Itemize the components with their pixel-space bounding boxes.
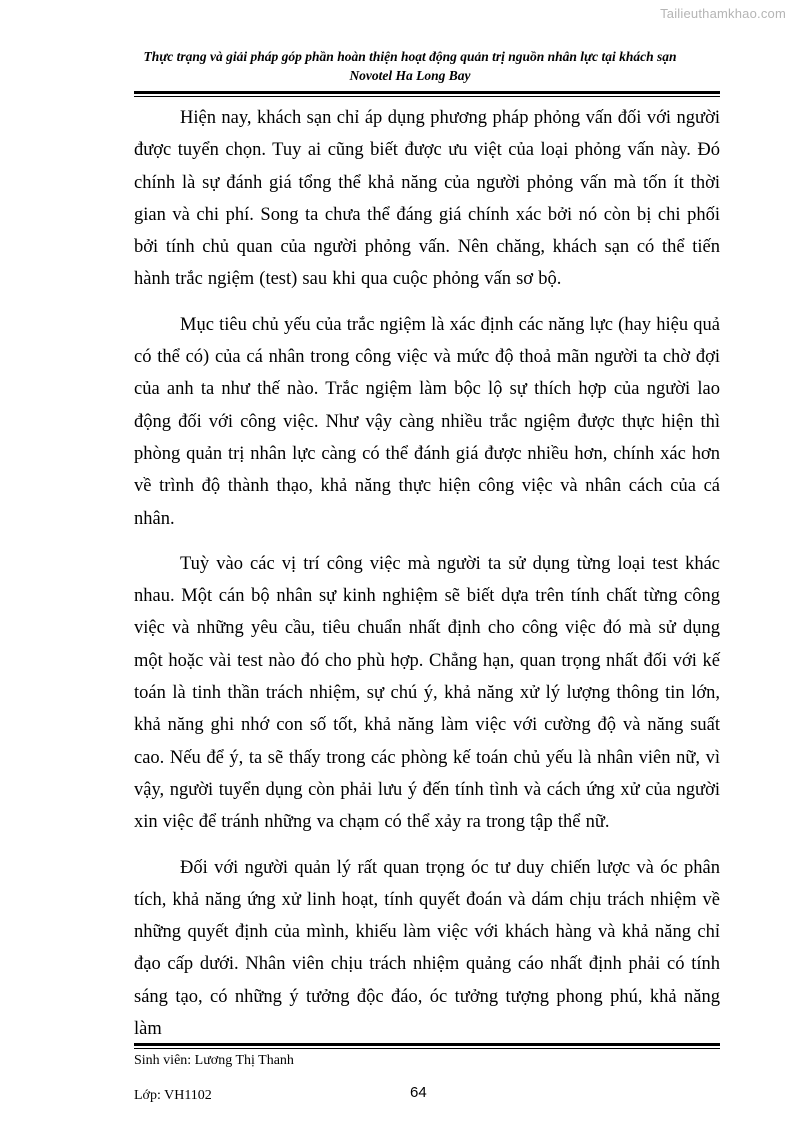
header-title-line1: Thực trạng và giải pháp góp phần hoàn thiện hoạt động quản trị nguồn nhân lực tại khách sạn	[143, 49, 677, 64]
paragraph: Tuỳ vào các vị trí công việc mà người ta sử dụng từng loại test khác nhau. Một cán bộ nhân sự kinh nghiệm sẽ biết dựa trên tính chất từng công việc và những yêu cầu, tiêu chuẩn nhất định cho công việc đó mà sử dụng một hoặc vài test nào đó cho phù hợp. Chẳng hạn, quan trọng nhất đối với kế toán là tinh thần trách nhiệm, sự chú ý, khả năng xử lý lượng thông tin lớn, khả năng ghi nhớ con số tốt, khả năng làm việc với cường độ và năng suất cao. Nếu để ý, ta sẽ thấy trong các phòng kế toán chủ yếu là nhân viên nữ, vì vậy, người tuyển dụng còn phải lưu ý đến tính tình và cách ứng xử của người xin việc để tránh những va chạm có thể xảy ra trong tập thể nữ.	[134, 553, 720, 833]
footer-divider-thin	[134, 1048, 720, 1049]
footer-class-code: Lớp: VH1102	[134, 1088, 212, 1103]
paragraph: Mục tiêu chủ yếu của trắc ngiệm là xác định các năng lực (hay hiệu quả có thể có) của cá nhân trong công việc và mức độ thoả mãn người ta chờ đợi của anh ta như thế nào. Trắc ngiệm làm bộc lộ sự thích hợp của người lao động đối với công việc. Như vậy càng nhiều trắc ngiệm được thực hiện thì phòng quản trị nhân lực càng có thể đánh giá được nhiều hơn, chính xác hơn về trình độ thành thạo, khả năng thực hiện công việc và nhân cách của cá nhân.	[134, 314, 720, 529]
header-title-line2: Novotel Ha Long Bay	[349, 68, 471, 83]
footer-student-name: Sinh viên: Lương Thị Thanh	[134, 1053, 294, 1068]
page-number: 64	[410, 1084, 427, 1101]
header-divider-thin	[134, 96, 720, 97]
footer-divider	[134, 1043, 720, 1046]
page-body	[134, 102, 720, 1058]
running-header	[100, 47, 720, 85]
watermark-text: Tailieuthamkhao.com	[660, 6, 786, 21]
header-divider	[134, 91, 720, 94]
paragraph: Hiện nay, khách sạn chỉ áp dụng phương pháp phỏng vấn đối với người được tuyển chọn. Tuy ai cũng biết được ưu việt của loại phỏng vấn này. Đó chính là sự đánh giá tổng thể khả năng của người phỏng vấn mà tốn ít thời gian và chi phí. Song ta chưa thể đáng giá chính xác bởi nó còn bị chi phối bởi tính chủ quan của người phỏng vấn. Nên chăng, khách sạn có thể tiến hành trắc ngiệm (test) sau khi qua cuộc phỏng vấn sơ bộ.	[134, 108, 720, 290]
paragraph: Đối với người quản lý rất quan trọng óc tư duy chiến lược và óc phân tích, khả năng ứng xử linh hoạt, tính quyết đoán và dám chịu trách nhiệm về những quyết định của mình, khiếu làm việc với khách hàng và khả năng chỉ đạo cấp dưới. Nhân viên chịu trách nhiệm quảng cáo nhất định phải có tính sáng tạo, có những ý tưởng độc đáo, óc tưởng tượng phong phú, khả năng làm	[134, 857, 720, 1040]
